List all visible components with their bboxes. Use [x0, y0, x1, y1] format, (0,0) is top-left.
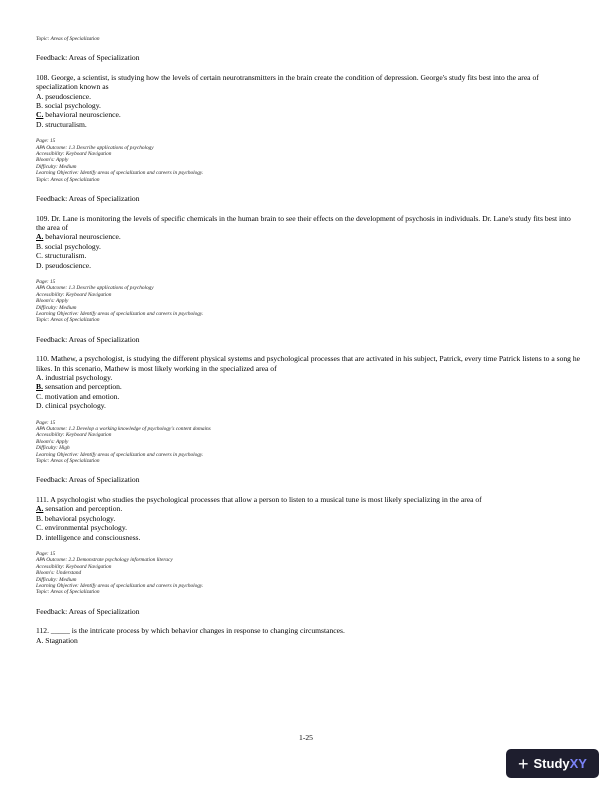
feedback-line: Feedback: Areas of Specialization [36, 334, 140, 344]
answer-letter: B. [36, 513, 43, 523]
answer-text: clinical psychology. [43, 401, 106, 411]
meta-line: Difficulty: Medium [36, 576, 77, 583]
question-metadata [36, 279, 581, 324]
meta-line: Learning Objective: Identify areas of specialization and careers in psychology. [36, 451, 204, 458]
meta-line: APA Outcome: 1.3 Describe applications of psychology [36, 144, 154, 151]
feedback-line: Feedback: Areas of Specialization [36, 53, 140, 63]
meta-line: APA Outcome: 1.2 Develop a working knowledge of psychology's content domains [36, 426, 211, 433]
question-block [36, 354, 581, 485]
meta-line: Bloom's: Apply [36, 438, 69, 445]
meta-line: Difficulty: High [36, 445, 70, 452]
answer-letter: B. [36, 101, 43, 111]
answer-letter: A. [36, 91, 44, 101]
meta-line: Accessibility: Keyboard Navigation [36, 432, 112, 439]
question-list [36, 73, 581, 645]
meta-line: Accessibility: Keyboard Navigation [36, 151, 112, 158]
answer-text: behavioral neuroscience. [43, 232, 121, 242]
answer-text: motivation and emotion. [42, 391, 120, 401]
answer-option [36, 261, 581, 270]
answer-text: environmental psychology. [42, 523, 128, 533]
question-block [36, 626, 581, 645]
answer-text: behavioral psychology. [42, 513, 116, 523]
answer-text: Stagnation [43, 635, 78, 645]
meta-line: Accessibility: Keyboard Navigation [36, 563, 112, 570]
correct-answer-letter: A. [36, 232, 44, 242]
meta-line: Topic: Areas of Specialization [36, 176, 100, 183]
feedback-line: Feedback: Areas of Specialization [36, 475, 140, 485]
answer-text: social psychology. [42, 241, 101, 251]
answer-letter: C. [36, 391, 43, 401]
answer-option [36, 92, 581, 101]
answer-option [36, 120, 581, 129]
meta-line: Learning Objective: Identify areas of specialization and careers in psychology. [36, 170, 204, 177]
question-stem: 108. George, a scientist, is studying how the levels of certain neurotransmitters in the brain create the condition of depression. George's study fits best into the area of specialization known as [36, 72, 539, 92]
answer-option [36, 101, 581, 110]
top-metadata [36, 36, 581, 42]
meta-line: Topic: Areas of Specialization [36, 317, 100, 324]
answer-text: pseudoscience. [43, 91, 92, 101]
page-number: 1-25 [299, 733, 313, 742]
answer-letter: D. [36, 401, 44, 411]
answer-option [36, 242, 581, 251]
question-stem: 109. Dr. Lane is monitoring the levels of specific chemicals in the human brain to see their effects on the development of psychosis in individuals. Dr. Lane's study fits best into the area of [36, 213, 571, 232]
meta-line: APA Outcome: 2.2 Demonstrate psychology information literacy [36, 557, 173, 564]
question-metadata [36, 420, 581, 465]
question-metadata [36, 138, 581, 183]
answer-option [36, 504, 581, 513]
answer-letter: C. [36, 523, 43, 533]
meta-line: Page: 15 [36, 278, 56, 285]
correct-answer-letter: C. [36, 110, 44, 120]
question-block [36, 214, 581, 345]
answer-option [36, 636, 581, 645]
correct-answer-letter: B. [36, 382, 43, 392]
meta-line: Bloom's: Apply [36, 157, 69, 164]
answer-option [36, 392, 581, 401]
meta-line: Topic: Areas of Specialization [36, 589, 100, 596]
answer-text: intelligence and consciousness. [43, 532, 141, 542]
answer-text: sensation and perception. [42, 382, 122, 392]
studyxy-logo[interactable] [506, 749, 599, 778]
answer-letter: B. [36, 241, 43, 251]
answer-option [36, 382, 581, 391]
answer-option [36, 514, 581, 523]
question-stem: 110. Mathew, a psychologist, is studying the different physical systems and psychological processes that are activated in his subject, Patrick, every time Patrick listens to a song he likes. In this scenario, Mathew is most likely working in the specialized area of [36, 354, 581, 373]
meta-line: Difficulty: Medium [36, 163, 77, 170]
meta-line: Accessibility: Keyboard Navigation [36, 291, 112, 298]
logo-text-xy: XY [569, 756, 587, 771]
answer-option [36, 523, 581, 532]
answer-letter: D. [36, 532, 44, 542]
meta-line: Difficulty: Medium [36, 304, 77, 311]
meta-line: Page: 15 [36, 419, 56, 426]
answer-option [36, 232, 581, 241]
question-stem: 112. _____ is the intricate process by which behavior changes in response to changing circumstances. [36, 626, 345, 636]
logo-text-study: Study [533, 756, 570, 771]
meta-line: Bloom's: Understand [36, 570, 82, 577]
answer-letter: C. [36, 251, 43, 261]
question-block [36, 495, 581, 616]
meta-line: Topic: Areas of Specialization [36, 458, 100, 465]
answer-letter: A. [36, 373, 44, 382]
document-page [36, 36, 581, 654]
meta-line: Learning Objective: Identify areas of specialization and careers in psychology. [36, 310, 204, 317]
meta-line: Topic: Areas of Specialization [36, 36, 100, 42]
meta-line: Page: 15 [36, 138, 56, 145]
meta-line: Page: 15 [36, 550, 56, 557]
answer-option [36, 533, 581, 542]
answer-text: pseudoscience. [43, 260, 92, 270]
question-block [36, 73, 581, 204]
meta-line: APA Outcome: 1.3 Describe applications of psychology [36, 285, 154, 292]
feedback-line: Feedback: Areas of Specialization [36, 606, 140, 616]
question-metadata [36, 551, 581, 596]
answer-option [36, 251, 581, 260]
answer-text: sensation and perception. [43, 504, 123, 514]
answer-text: behavioral neuroscience. [43, 110, 121, 120]
meta-line: Bloom's: Apply [36, 298, 69, 305]
question-stem: 111. A psychologist who studies the psychological processes that allow a person to listen to a musical tune is most likely specializing in the area of [36, 494, 482, 504]
answer-option [36, 373, 581, 382]
answer-text: structuralism. [43, 119, 87, 129]
feedback-line: Feedback: Areas of Specialization [36, 194, 140, 204]
answer-letter: D. [36, 260, 44, 270]
answer-option [36, 110, 581, 119]
answer-text: industrial psychology. [43, 373, 113, 382]
meta-line: Learning Objective: Identify areas of specialization and careers in psychology. [36, 582, 204, 589]
answer-text: structuralism. [42, 251, 87, 261]
answer-option [36, 401, 581, 410]
answer-letter: D. [36, 119, 44, 129]
answer-letter: A. [36, 635, 44, 645]
plus-icon: + [518, 753, 529, 774]
answer-text: social psychology. [42, 101, 101, 111]
correct-answer-letter: A. [36, 504, 44, 514]
